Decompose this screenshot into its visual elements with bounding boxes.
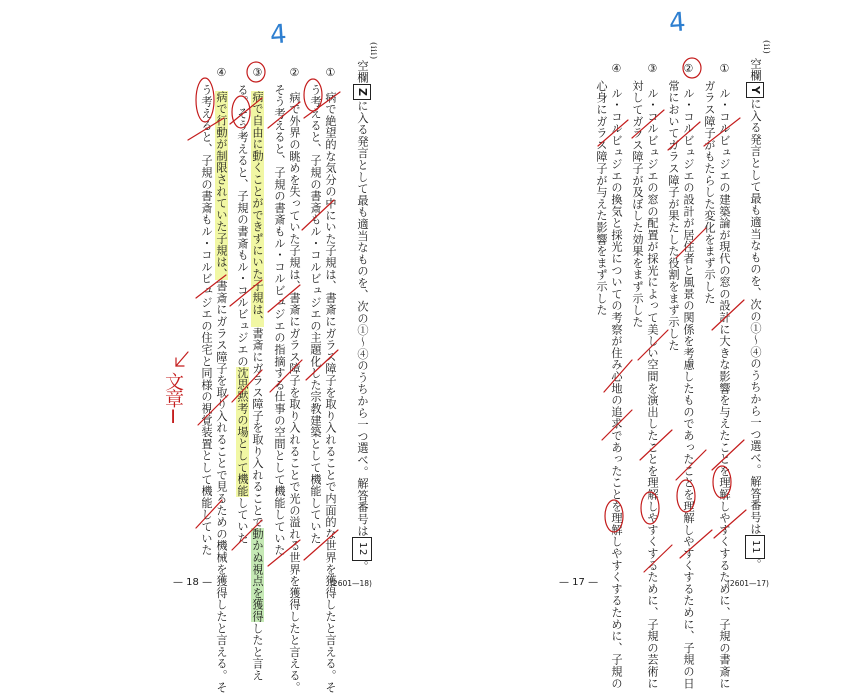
choice-1-right[interactable]: ① ル・コルビュジエの建築論が現代の窓の設計に大きな影響を与えたことを理解しやすくするために、子規の書斎に (718, 62, 731, 690)
answer-number-box-12: 12 (352, 537, 372, 561)
choice-3-right[interactable]: ③ ル・コルビュジエの窓の配置が採光によって美しい空間を演出したことを理解しやすくするために、子規の芸術に (646, 62, 659, 690)
question-text-left: 空欄Zに入る発言として最も適当なものを、次の①～④のうちから一つ選べ。解答番号は12。 (352, 60, 372, 573)
blank-box-z: Z (353, 84, 371, 101)
choice-4-right-line2: 心身にガラス障子が与えた影響をまず示した (595, 80, 608, 316)
question-label: (ii) (761, 40, 771, 55)
choice-1-right-line2: ガラス障子がもたらした変化をまず示した (703, 80, 716, 305)
page-code-left: (2601—18) (330, 579, 372, 588)
question-heading-left (366, 42, 380, 60)
choice-4-left[interactable]: ④ 病で行動が制限されていた子規は、書斎にガラス障子を取り入れることで見るための機械を獲得したと言える。そ (215, 66, 228, 693)
choice-mark: ③ (646, 62, 659, 76)
choice-mark: ① (718, 62, 731, 76)
question-heading-right (759, 40, 773, 54)
choice-mark: ④ (610, 62, 623, 76)
choice-2-left[interactable]: ② 病で外界の眺めを失っていた子規は、書斎にガラス障子を取り入れることで光の溢れる世界を獲得したと言える。 (288, 66, 301, 693)
choice-mark: ① (324, 66, 337, 80)
choice-3-left-line2: る。そう考えると、子規の書斎もル・コルビュジエの沈思黙考の場として機能していた (236, 84, 249, 545)
score-mark-right: 4 (667, 7, 687, 39)
choice-2-right-line2: 常においてガラス障子が果たした役割をまず示した (667, 80, 680, 352)
answer-number-box-11: 11 (745, 535, 765, 559)
choice-mark: ② (288, 66, 301, 80)
handwritten-note: 文章Ⅰ (162, 372, 184, 426)
exam-page-17 (421, 0, 842, 690)
choice-4-right[interactable]: ④ ル・コルビュジエの換気と採光についての考察が住み心地の追求であったことを理解しやすくするために、子規の (610, 62, 623, 690)
question-text-right: 空欄Yに入る発言として最も適当なものを、次の①～④のうちから一つ選べ。解答番号は11。 (745, 58, 765, 571)
blank-box-y: Y (746, 82, 764, 99)
choice-mark: ② (682, 62, 695, 76)
choice-mark: ③ (251, 66, 264, 80)
page-code-right: (2601—17) (727, 579, 769, 588)
choice-2-left-line2: そう考えると、子規の書斎もル・コルビュジエの指摘する仕事の空間として機能していた (273, 84, 286, 556)
page-number-right: — 17 — (559, 577, 599, 588)
choice-1-left[interactable]: ① 病で絶望的な気分の中にいた子規は、書斎にガラス障子を取り入れることで内面的な世界を獲得したと言える。そ (324, 66, 337, 693)
score-mark-left: 4 (268, 19, 288, 51)
choice-1-left-line2: う考えると、子規の書斎もル・コルビュジエの主題化した宗教建築として機能していた (309, 84, 322, 545)
page-number-left: — 18 — (173, 577, 213, 588)
choice-3-left[interactable]: ③ 病で自由に動くことができずにいた子規は、書斎にガラス障子を取り入れることで動かぬ視点を獲得したと言え (251, 66, 264, 682)
choice-3-right-line2: 対してガラス障子が及ぼした効果をまず示した (631, 80, 644, 328)
question-label: (iii) (368, 42, 378, 60)
choice-2-right[interactable]: ② ル・コルビュジエの設計が居住者と風景の関係を考慮したものであったことを理解しやすくするために、子規の日 (682, 62, 695, 690)
choice-4-left-line2: う考えると、子規の書斎もル・コルビュジエの住宅と同様の視覚装置として機能していた (200, 84, 213, 556)
choice-mark: ④ (215, 66, 228, 80)
